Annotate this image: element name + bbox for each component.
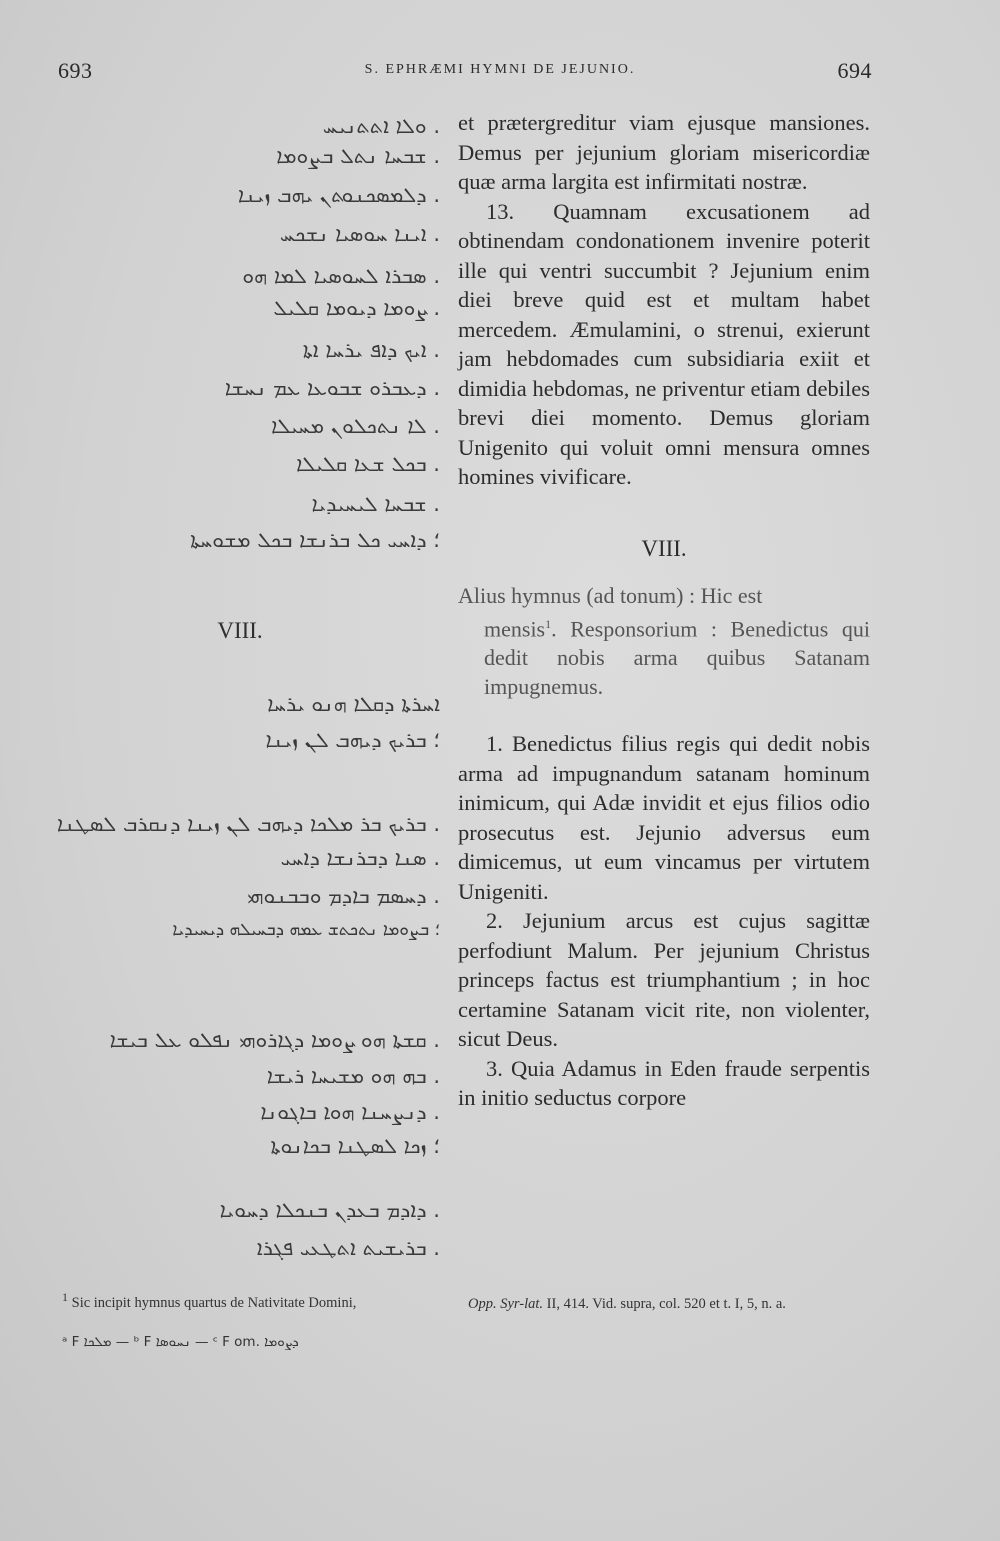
syriac-line: ؛ ܕܐܚܝ ܟܠ ܒܪܢܫܐ ܒܟܠ ܡܫܘܚܬܐ xyxy=(190,528,440,552)
hymn-intro-line1: Alius hymnus (ad tonum) : Hic est xyxy=(458,583,763,608)
syriac-line: . ܣܒܪܐ ܠܚܘܣܝܐ ܠܡܐ ܗܘ xyxy=(242,264,440,288)
syriac-line: . ܕܠܡܣܟܢܘܬܢ ܝܗܒ ܙܝܢܐ xyxy=(237,183,440,207)
latin-section-heading: VIII. xyxy=(641,535,687,561)
footnote-mark: 1 xyxy=(62,1290,68,1304)
latin-stanza-1: 1. Benedictus filius regis qui dedit nobis arma ad impugnandum satanam hominum inimicum, qui Adæ invidit et ejus filios odio prosecutus est. Jejunio adversus eum dimicemus, ut eum vincamus per virtutem Unigeniti. xyxy=(458,731,870,904)
syriac-stanza-line: . ܣܢܐ ܕܒܪܢܫܐ ܕܐܚܝ xyxy=(280,846,440,870)
syriac-stanza-line: . ܩܫܬܐ ܗܘ ܨܘܡܐ ܕܓܐܪܘܗܝ ܢܦܠܘ ܥܠ ܒܝܫܐ xyxy=(109,1028,440,1052)
syriac-line: . ܨܘܡܐ ܕܝܘܡܐ ܩܠܝܠ xyxy=(273,296,440,320)
latin-paragraph-13: 13. Quamnam excusationem ad obtinendam condonationem invenire poterit ille qui ventri succumbit ? Jejunium enim diei breve quid est et multam habet mercedem. Æmulamini, o strenui, exierunt jam hebdomades cum subsidiaria exiit et dimidia hebdomas, ne priventur etiam debiles brevi diei momento. Demus gloriam Unigenito qui voluit omni mensura omnes homines vivificare. xyxy=(458,198,870,489)
footnote-1-continued xyxy=(468,1296,786,1313)
syriac-line: . ܫܒܚܐ ܠܝܚܝܕܝܐ xyxy=(311,492,440,516)
syriac-stanza-line: . ܒܗ ܗܘ ܡܫܝܚܐ ܪܝܫܐ xyxy=(266,1064,440,1088)
hymn-intro-continued xyxy=(458,610,870,701)
footnote-citation: Opp. Syr-lat. xyxy=(468,1296,544,1312)
syriac-line: . ܕܥܒܪܘ ܫܒܘܥܐ ܥܡ ܢܚܫܐ xyxy=(224,376,440,400)
syriac-line: . ܘܠܐ ܐܬܬܢܝܚ xyxy=(322,114,440,138)
hymn-intro-rest: . Responsorium : Benedictus qui dedit nobis arma quibus Satanam impugnemus. xyxy=(484,616,870,700)
running-title: S. EPHRÆMI HYMNI DE JEJUNIO. xyxy=(364,62,636,77)
latin-hymn-intro xyxy=(458,581,870,701)
syriac-hymn-intro-line: ؛ ܒܪܝܟ ܕܝܗܒ ܠܢ ܙܝܢܐ xyxy=(265,728,440,752)
syriac-line: . ܫܒܚܐ ܢܬܠ ܒܨܘܡܐ xyxy=(276,144,440,168)
syriac-line: . ܐܝܢܐ ܚܘܣܝܐ ܢܫܟܚ xyxy=(279,222,440,246)
syriac-hymn-intro-line: ܐܚܪܬܐ ܕܩܠܐ ܗܢܘ ܝܪܚܐ xyxy=(267,692,440,716)
syriac-stanza-line: . ܕܢܨܚܢܐ ܗܘܐ ܒܐܓܘܢܐ xyxy=(260,1100,440,1124)
syriac-stanza-line: . ܕܐܕܡ ܒܥܕܢ ܒܢܟܠܐ ܕܚܘܝܐ xyxy=(219,1198,440,1222)
footnote-citation-rest: II, 414. Vid. supra, col. 520 et t. I, 5, n. a. xyxy=(543,1296,786,1312)
footnote-1 xyxy=(62,1290,356,1312)
latin-column xyxy=(458,108,870,1113)
syriac-stanza-line: . ܒܪܝܫܝܬ ܐܬܛܥܝ ܦܓܪܐ xyxy=(256,1236,440,1260)
syriac-line: . ܠܐ ܢܬܟܠܘܢ ܡܚܝܠܐ xyxy=(271,414,440,438)
footnote-1-text: Sic incipit hymnus quartus de Nativitate Domini, xyxy=(71,1294,357,1311)
syriac-stanza-line: . ܒܪܝܟ ܒܪ ܡܠܟܐ ܕܝܗܒ ܠܢ ܙܝܢܐ ܕܢܩܪܒ ܠܣܛܢܐ xyxy=(56,812,440,836)
latin-stanza-2: 2. Jejunium arcus est cujus sagittæ perfodiunt Malum. Per jejunium Christus princeps factus est triumphantium ; in hoc certamine Satanam vicit rite, non violenter, sicut Deus. xyxy=(458,908,870,1052)
left-column-number: 693 xyxy=(58,58,93,83)
syriac-stanza-line: ؛ ܙܟܐ ܠܣܛܢܐ ܒܟܐܢܘܬܐ xyxy=(270,1134,440,1158)
syriac-line: . ܒܟܠ ܫܥܐ ܩܠܝܠܐ xyxy=(296,452,440,476)
latin-stanza-3: 3. Quia Adamus in Eden fraude serpentis in initio seductus corpore xyxy=(458,1055,870,1111)
syriac-section-heading: VIII. xyxy=(217,618,263,643)
syriac-line: . ܐܝܟ ܕܐܦ ܝܪܚܐ ܐܬܐ xyxy=(302,338,440,362)
latin-paragraph: et prætergreditur viam ejusque mansiones. Demus per jejunium gloriam misericordiæ quæ arma largita est infirmitati nostræ. xyxy=(458,110,870,194)
right-column-number: 694 xyxy=(837,58,872,83)
hymn-intro-word: mensis xyxy=(484,616,546,642)
footnote-ref: 1 xyxy=(545,617,552,631)
footnote-variants: ᵃ F ܡܠܟܐ — ᵇ F ܢܚܘܣܐ — ᶜ F om. ܕܨܘܡܐ xyxy=(62,1334,299,1350)
syriac-stanza-line: . ܕܚܣܡ ܒܐܕܡ ܘܒܒܢܘܗܝ xyxy=(247,884,440,908)
syriac-stanza-line: ؛ ܒܨܘܡܐ ܢܬܟܬܫ ܥܡܗ ܕܒܚܝܠܗ ܕܝܚܝܕܝܐ xyxy=(172,920,440,940)
